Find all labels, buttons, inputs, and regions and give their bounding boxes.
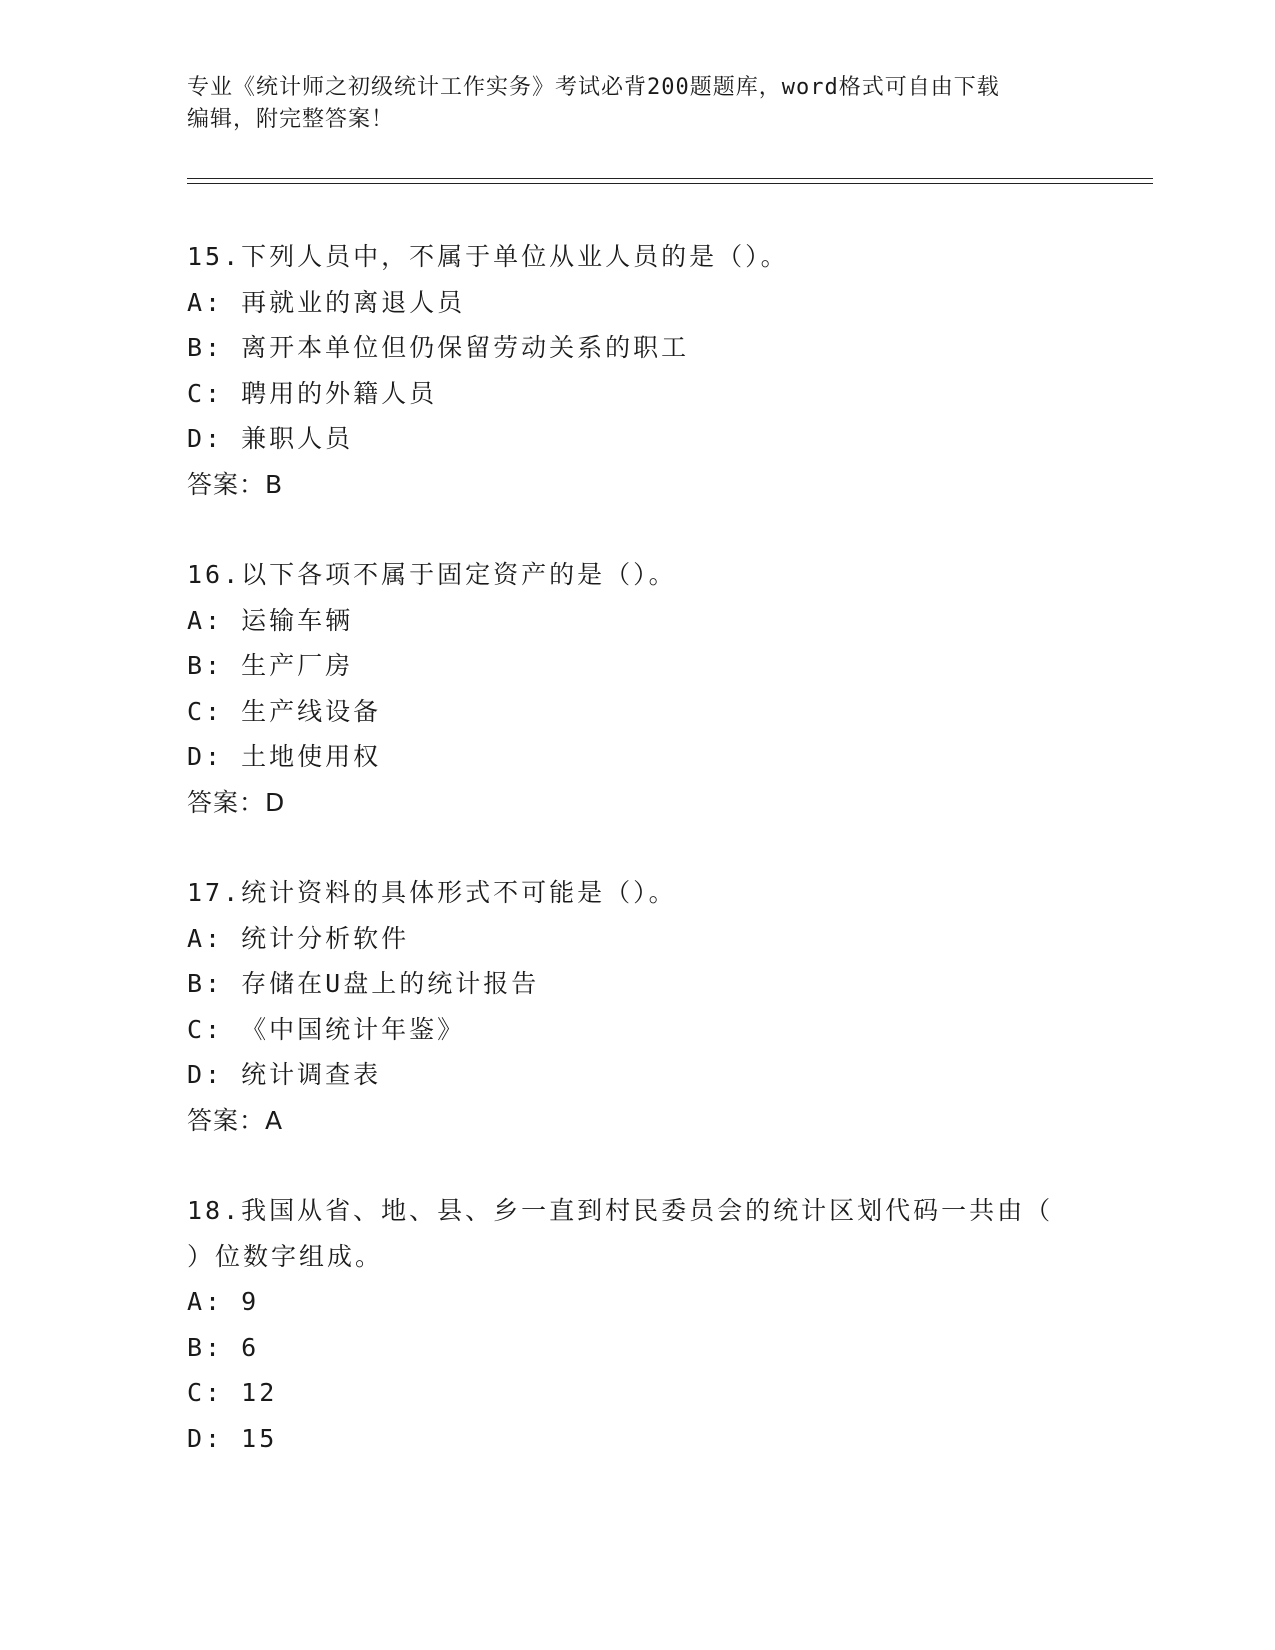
answer: 答案：B: [187, 469, 284, 499]
question-stem-continued: ）位数字组成。: [187, 1241, 384, 1271]
question-stem: 17.统计资料的具体形式不可能是（）。: [187, 878, 677, 907]
question-stem: 15.下列人员中，不属于单位从业人员的是（）。: [187, 242, 789, 271]
option-a: A: 再就业的离退人员: [187, 287, 466, 317]
option-a: A: 运输车辆: [187, 605, 354, 635]
question-18: [187, 1188, 1087, 1461]
header-divider-top: [187, 178, 1153, 179]
answer: 答案：A: [187, 1105, 284, 1135]
document-intro: [187, 72, 1087, 136]
option-d: D: 兼职人员: [187, 424, 354, 453]
option-d: D: 统计调查表: [187, 1060, 382, 1089]
option-b: B: 6: [187, 1332, 260, 1362]
option-b: B: 生产厂房: [187, 651, 354, 680]
option-a: A: 9: [187, 1287, 260, 1316]
option-d: D: 土地使用权: [187, 742, 382, 771]
option-c: C: 生产线设备: [187, 696, 382, 726]
option-a: A: 统计分析软件: [187, 923, 410, 953]
question-16: [187, 552, 1087, 825]
intro-line-1: 专业《统计师之初级统计工作实务》考试必背200题题库，word格式可自由下载: [187, 75, 1000, 100]
question-stem: 16.以下各项不属于固定资产的是（）。: [187, 560, 677, 589]
option-c: C: 《中国统计年鉴》: [187, 1014, 466, 1044]
header-divider-bottom: [187, 183, 1153, 184]
question-17: [187, 870, 1087, 1143]
question-15: [187, 234, 1087, 507]
question-stem: 18.我国从省、地、县、乡一直到村民委员会的统计区划代码一共由（: [187, 1196, 1054, 1225]
option-b: B: 离开本单位但仍保留劳动关系的职工: [187, 333, 690, 362]
intro-line-2: 编辑，附完整答案！: [187, 107, 395, 132]
option-d: D: 15: [187, 1423, 278, 1453]
option-c: C: 12: [187, 1378, 278, 1407]
option-b: B: 存储在U盘上的统计报告: [187, 969, 540, 998]
answer: 答案：D: [187, 787, 286, 817]
option-c: C: 聘用的外籍人员: [187, 378, 438, 408]
